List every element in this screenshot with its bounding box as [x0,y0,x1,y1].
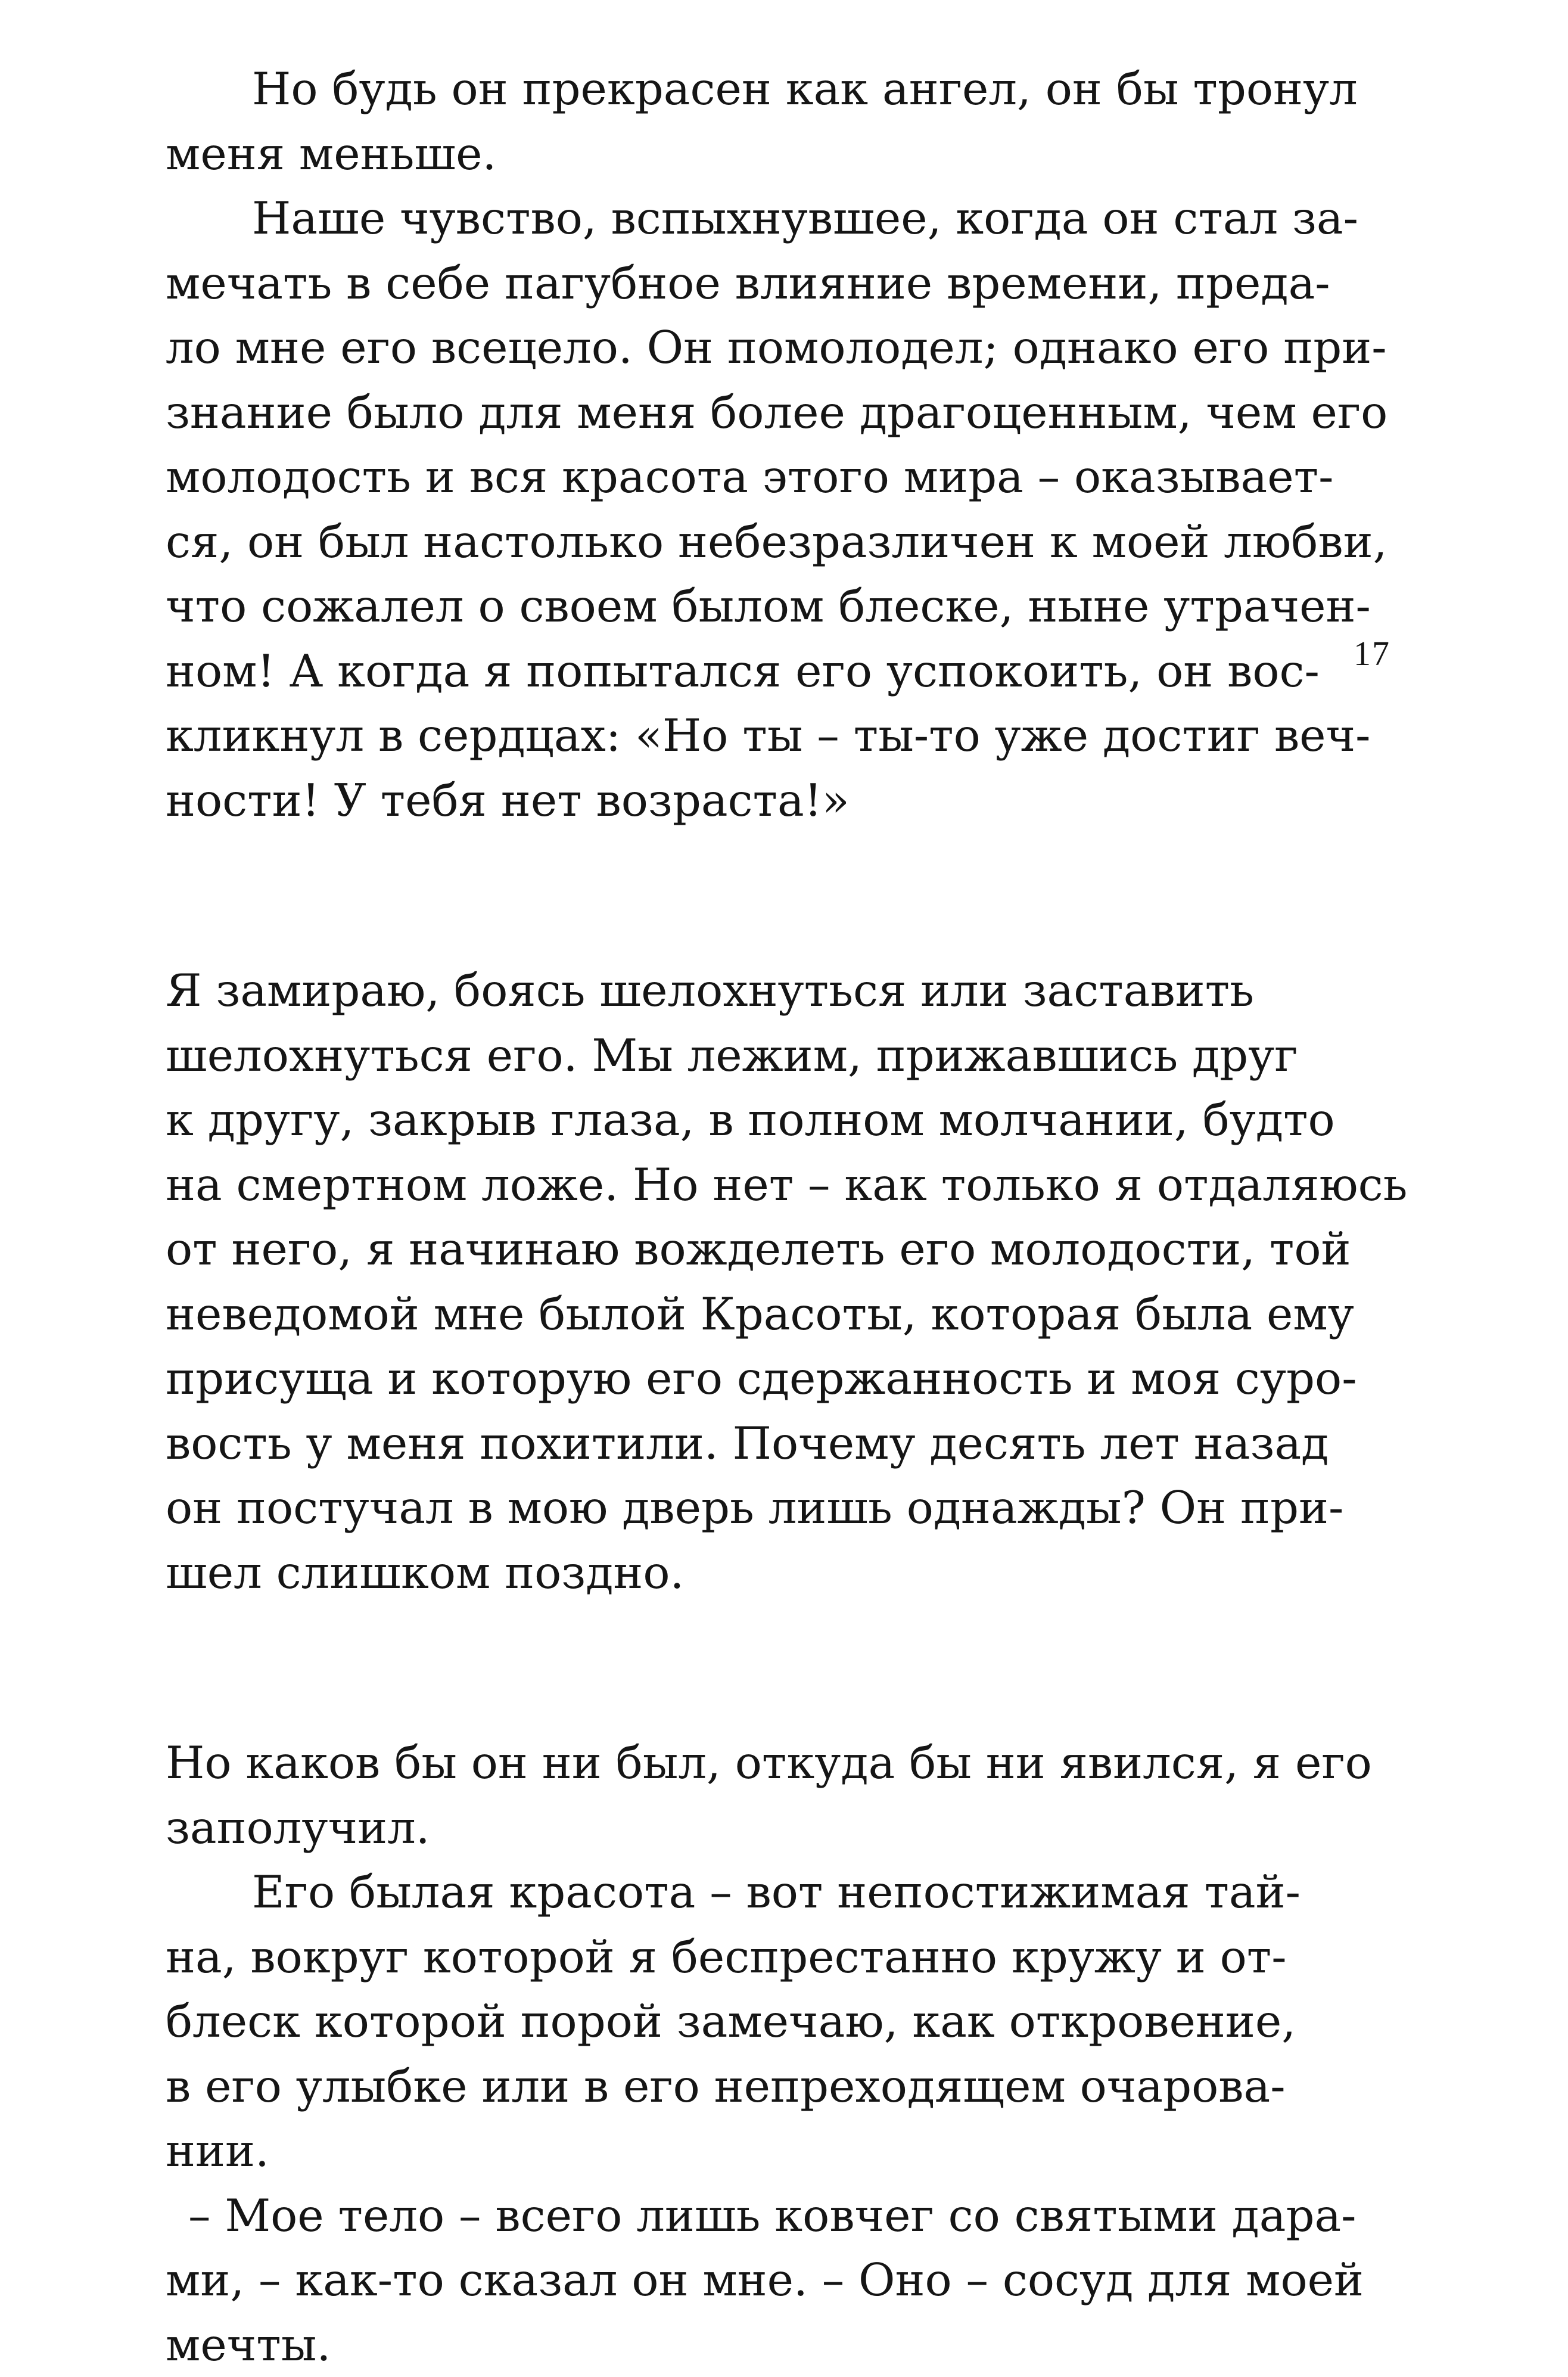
text-line: неведомой мне былой Красоты, которая была ему [166,1282,1298,1347]
text-line: заполучил. [166,1795,1298,1860]
section-break [166,832,1298,958]
text-line: ся, он был настолько небезразличен к моей любви, [166,509,1298,574]
text-line: – Мое тело – всего лишь ковчег со святыми дара- [166,2183,1298,2248]
text-line: к другу, закрыв глаза, в полном молчании, будто [166,1087,1298,1152]
text-line: знание было для меня более драгоценным, чем его [166,380,1298,445]
text-line: от него, я начинаю вожделеть его молодости, той [166,1217,1298,1282]
text-line: ном! А когда я попытался его успокоить, он вос- [166,639,1298,704]
page-text [166,57,1298,2377]
text-line: шелохнуться его. Мы лежим, прижавшись друг [166,1023,1298,1088]
text-line: мечать в себе пагубное влияние времени, преда- [166,251,1298,316]
text-line: Я замираю, боясь шелохнуться или заставить [166,958,1298,1023]
page-number: 17 [1354,633,1390,675]
text-line: кликнул в сердцах: «Но ты – ты-то уже достиг веч- [166,703,1298,768]
section-break [166,1605,1298,1730]
text-line: шел слишком поздно. [166,1540,1298,1605]
text-line: блеск которой порой замечаю, как откровение, [166,1989,1298,2054]
text-line: нии. [166,2118,1298,2183]
text-line: Но будь он прекрасен как ангел, он бы тронул [166,57,1298,122]
text-line: что сожалел о своем былом блеске, ныне утрачен- [166,574,1298,639]
text-line: на, вокруг которой я беспрестанно кружу и от- [166,1925,1298,1990]
text-line: Наше чувство, вспыхнувшее, когда он стал за- [166,186,1298,251]
text-line: ми, – как-то сказал он мне. – Оно – сосуд для моей [166,2248,1298,2313]
text-line: Его былая красота – вот непостижимая тай- [166,1860,1298,1925]
text-line: молодость и вся красота этого мира – оказывает- [166,445,1298,509]
text-line: присуща и которую его сдержанность и моя суро- [166,1346,1298,1411]
text-line: мечты. [166,2313,1298,2377]
text-line: ло мне его всецело. Он помолодел; однако его при- [166,315,1298,380]
text-line: Но каков бы он ни был, откуда бы ни явился, я его [166,1730,1298,1795]
text-line: меня меньше. [166,122,1298,187]
text-line: в его улыбке или в его непреходящем очарова- [166,2054,1298,2119]
text-line: он постучал в мою дверь лишь однажды? Он при- [166,1475,1298,1540]
text-line: ности! У тебя нет возраста!» [166,768,1298,833]
text-line: на смертном ложе. Но нет – как только я отдаляюсь [166,1152,1298,1217]
text-line: вость у меня похитили. Почему десять лет назад [166,1411,1298,1476]
